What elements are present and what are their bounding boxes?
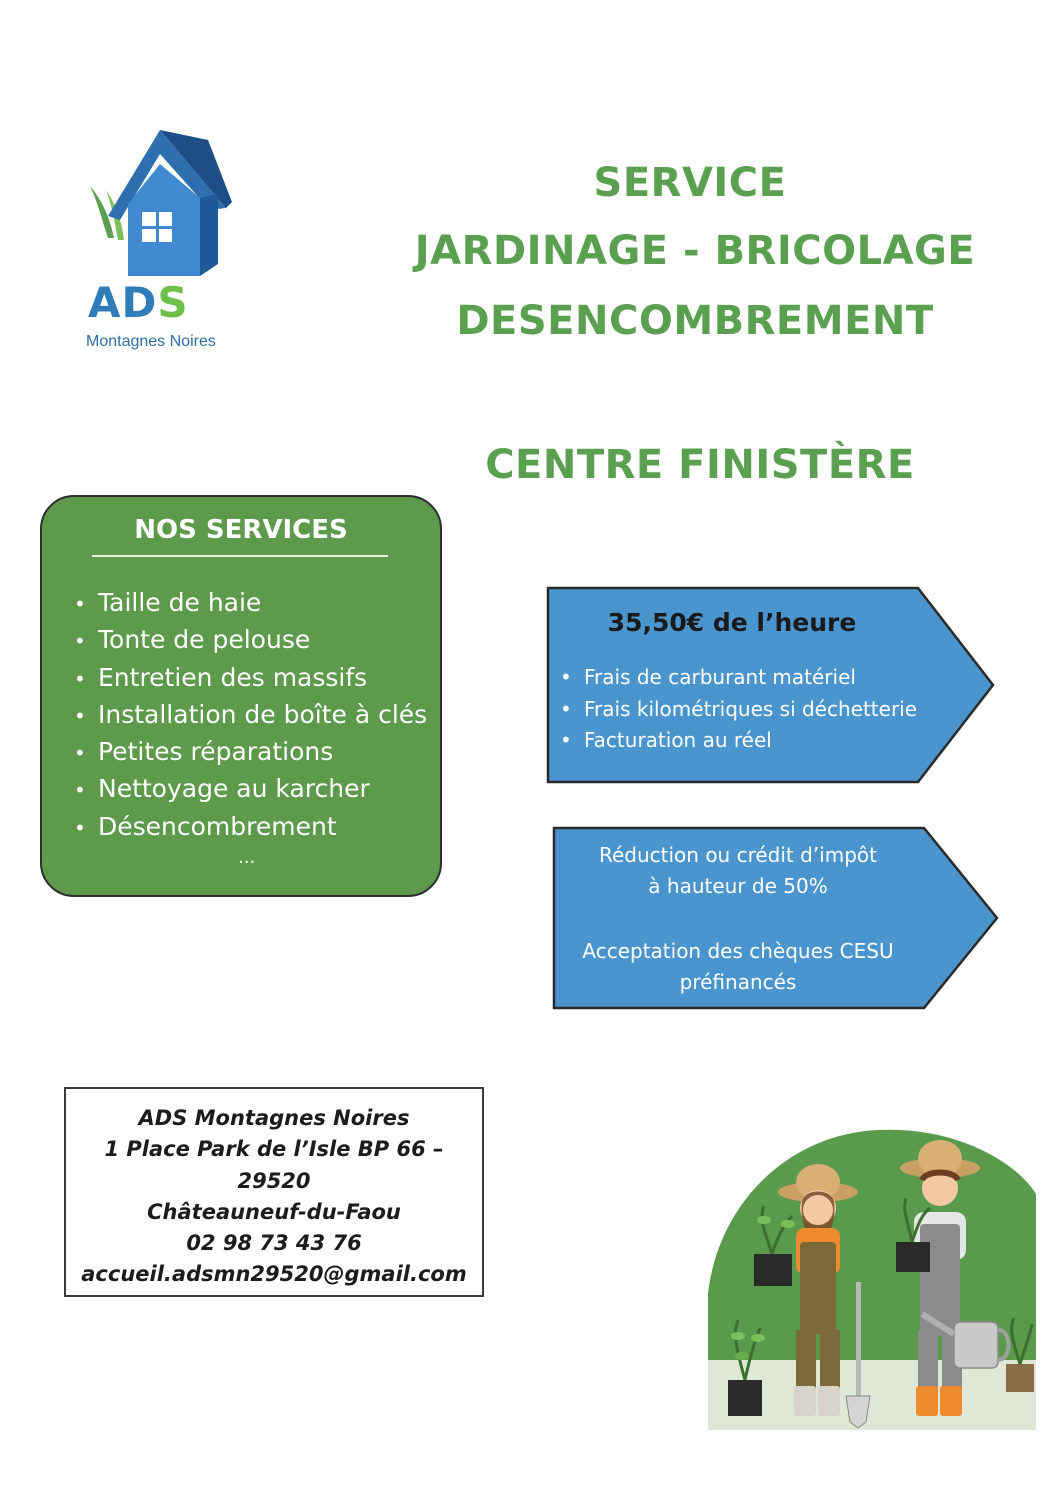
services-list	[74, 585, 427, 846]
list-item: • Entretien des massifs	[74, 660, 427, 697]
title-service: SERVICE	[593, 160, 787, 206]
tax-reduction-text	[552, 840, 924, 902]
services-more: ...	[238, 847, 256, 868]
two-gardeners-illustration	[708, 1124, 1038, 1430]
tax-reduction-line: à hauteur de 50%	[648, 874, 828, 898]
list-item: • Facturation au réel	[560, 725, 917, 757]
list-item: • Frais kilométriques si déchetterie	[560, 694, 917, 726]
cesu-line: Acceptation des chèques CESU	[582, 939, 894, 963]
contact-email[interactable]: accueil.adsmn29520@gmail.com	[81, 1262, 467, 1287]
contact-phone: 02 98 73 43 76	[186, 1231, 362, 1256]
list-item: • Nettoyage au karcher	[74, 771, 427, 808]
logo-wordmark: ADS	[88, 278, 189, 327]
list-item: • Installation de boîte à clés	[74, 697, 427, 734]
list-item: • Frais de carburant matériel	[560, 662, 917, 694]
list-item: • Taille de haie	[74, 585, 427, 622]
contact-lines	[66, 1103, 482, 1291]
cesu-text	[552, 936, 924, 998]
title-desencombrement: DESENCOMBREMENT	[456, 298, 934, 344]
logo-subtitle: Montagnes Noires	[86, 333, 216, 350]
services-panel	[40, 495, 442, 897]
list-item: • Tonte de pelouse	[74, 622, 427, 659]
list-item: • Petites réparations	[74, 734, 427, 771]
contact-city: Châteauneuf-du-Faou	[147, 1199, 401, 1224]
contact-street: 1 Place Park de l’Isle BP 66 – 29520	[104, 1137, 444, 1193]
title-jardinage-bricolage: JARDINAGE - BRICOLAGE	[414, 228, 976, 274]
list-item: • Désencombrement	[74, 809, 427, 846]
price-details-list	[560, 662, 917, 757]
services-heading: NOS SERVICES	[134, 515, 348, 545]
cesu-line: préfinancés	[679, 970, 797, 994]
price-per-hour: 35,50€ de l’heure	[607, 608, 857, 637]
contact-box	[64, 1087, 484, 1297]
title-region: CENTRE FINISTÈRE	[485, 442, 915, 488]
services-divider	[92, 555, 388, 557]
contact-name: ADS Montagnes Noires	[138, 1106, 410, 1130]
tax-reduction-line: Réduction ou crédit d’impôt	[598, 843, 877, 867]
